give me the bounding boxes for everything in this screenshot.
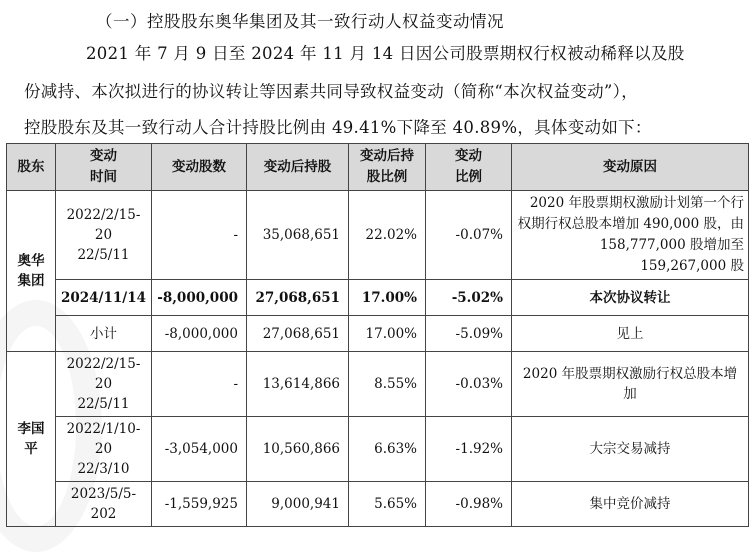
- paragraph-line-3: 控股股东及其一致行动人合计持股比例由 49.41%下降至 40.89%，具体变动如下：: [24, 118, 652, 137]
- shares-after-cell: 9,000,941: [247, 482, 349, 527]
- ratio-after-cell: 5.65%: [349, 482, 426, 527]
- header-ratio-change: 变动 比例: [426, 144, 512, 191]
- ratio-change-cell: -1.92%: [426, 417, 512, 482]
- header-ratio-after: 变动后持 股比例: [349, 144, 426, 191]
- paragraph-line-2: 份减持、本次拟进行的协议转让等因素共同导致权益变动（简称“本次权益变动”），: [24, 82, 639, 101]
- shares-changed-cell: -8,000,000: [152, 280, 247, 316]
- header-shares-changed: 变动股数: [152, 144, 247, 191]
- table-row: [7, 191, 749, 280]
- table-row: [7, 482, 749, 527]
- header-shares-after: 变动后持股: [247, 144, 349, 191]
- holder-cell-aohua: 奥华 集团: [7, 191, 56, 352]
- table-row: [7, 417, 749, 482]
- shares-after-cell: 35,068,651: [247, 191, 349, 280]
- shares-changed-cell: -3,054,000: [152, 417, 247, 482]
- ratio-change-cell: -5.02%: [426, 280, 512, 316]
- ratio-change-cell: -0.07%: [426, 191, 512, 280]
- reason-cell: 大宗交易减持: [512, 417, 749, 482]
- table-row: [7, 280, 749, 316]
- table-row: [7, 316, 749, 352]
- shares-changed-cell: -1,559,925: [152, 482, 247, 527]
- time-cell: 小计: [56, 316, 152, 352]
- ratio-change-cell: -0.03%: [426, 352, 512, 417]
- time-cell: 2024/11/14: [56, 280, 152, 316]
- holder-cell-liguoping: 李国 平: [7, 352, 56, 527]
- shares-after-cell: 27,068,651: [247, 280, 349, 316]
- ratio-change-cell: -0.98%: [426, 482, 512, 527]
- time-cell: 2023/5/5-202: [56, 482, 152, 527]
- equity-change-table: [6, 143, 749, 527]
- shares-changed-cell: -: [152, 191, 247, 280]
- shares-changed-cell: -8,000,000: [152, 316, 247, 352]
- ratio-after-cell: 22.02%: [349, 191, 426, 280]
- table-header-row: [7, 144, 749, 191]
- time-cell: 2022/2/15-20 22/5/11: [56, 352, 152, 417]
- reason-cell: 2020 年股票期权激励行权总股本增 加: [512, 352, 749, 417]
- reason-cell: 2020 年股票期权激励计划第一个行 权期行权总股本增加 490,000 股，由 158,777,000 股增加至 159,267,000 股: [512, 191, 749, 280]
- reason-cell: 本次协议转让: [512, 280, 749, 316]
- reason-cell: 集中竞价减持: [512, 482, 749, 527]
- shares-after-cell: 27,068,651: [247, 316, 349, 352]
- ratio-after-cell: 17.00%: [349, 316, 426, 352]
- ratio-after-cell: 6.63%: [349, 417, 426, 482]
- table-row: [7, 352, 749, 417]
- ratio-change-cell: -5.09%: [426, 316, 512, 352]
- header-holder: 股东: [7, 144, 56, 191]
- section-heading: （一）控股股东奥华集团及其一致行动人权益变动情况: [96, 12, 504, 31]
- shares-after-cell: 13,614,866: [247, 352, 349, 417]
- shares-changed-cell: -: [152, 352, 247, 417]
- shares-after-cell: 10,560,866: [247, 417, 349, 482]
- ratio-after-cell: 8.55%: [349, 352, 426, 417]
- ratio-after-cell: 17.00%: [349, 280, 426, 316]
- paragraph-line-1: 2021 年 7 月 9 日至 2024 年 11 月 14 日因公司股票期权行权被动稀释以及股: [86, 44, 685, 63]
- header-reason: 变动原因: [512, 144, 749, 191]
- reason-cell: 见上: [512, 316, 749, 352]
- time-cell: 2022/1/10-20 22/3/10: [56, 417, 152, 482]
- time-cell: 2022/2/15-20 22/5/11: [56, 191, 152, 280]
- header-time: 变动 时间: [56, 144, 152, 191]
